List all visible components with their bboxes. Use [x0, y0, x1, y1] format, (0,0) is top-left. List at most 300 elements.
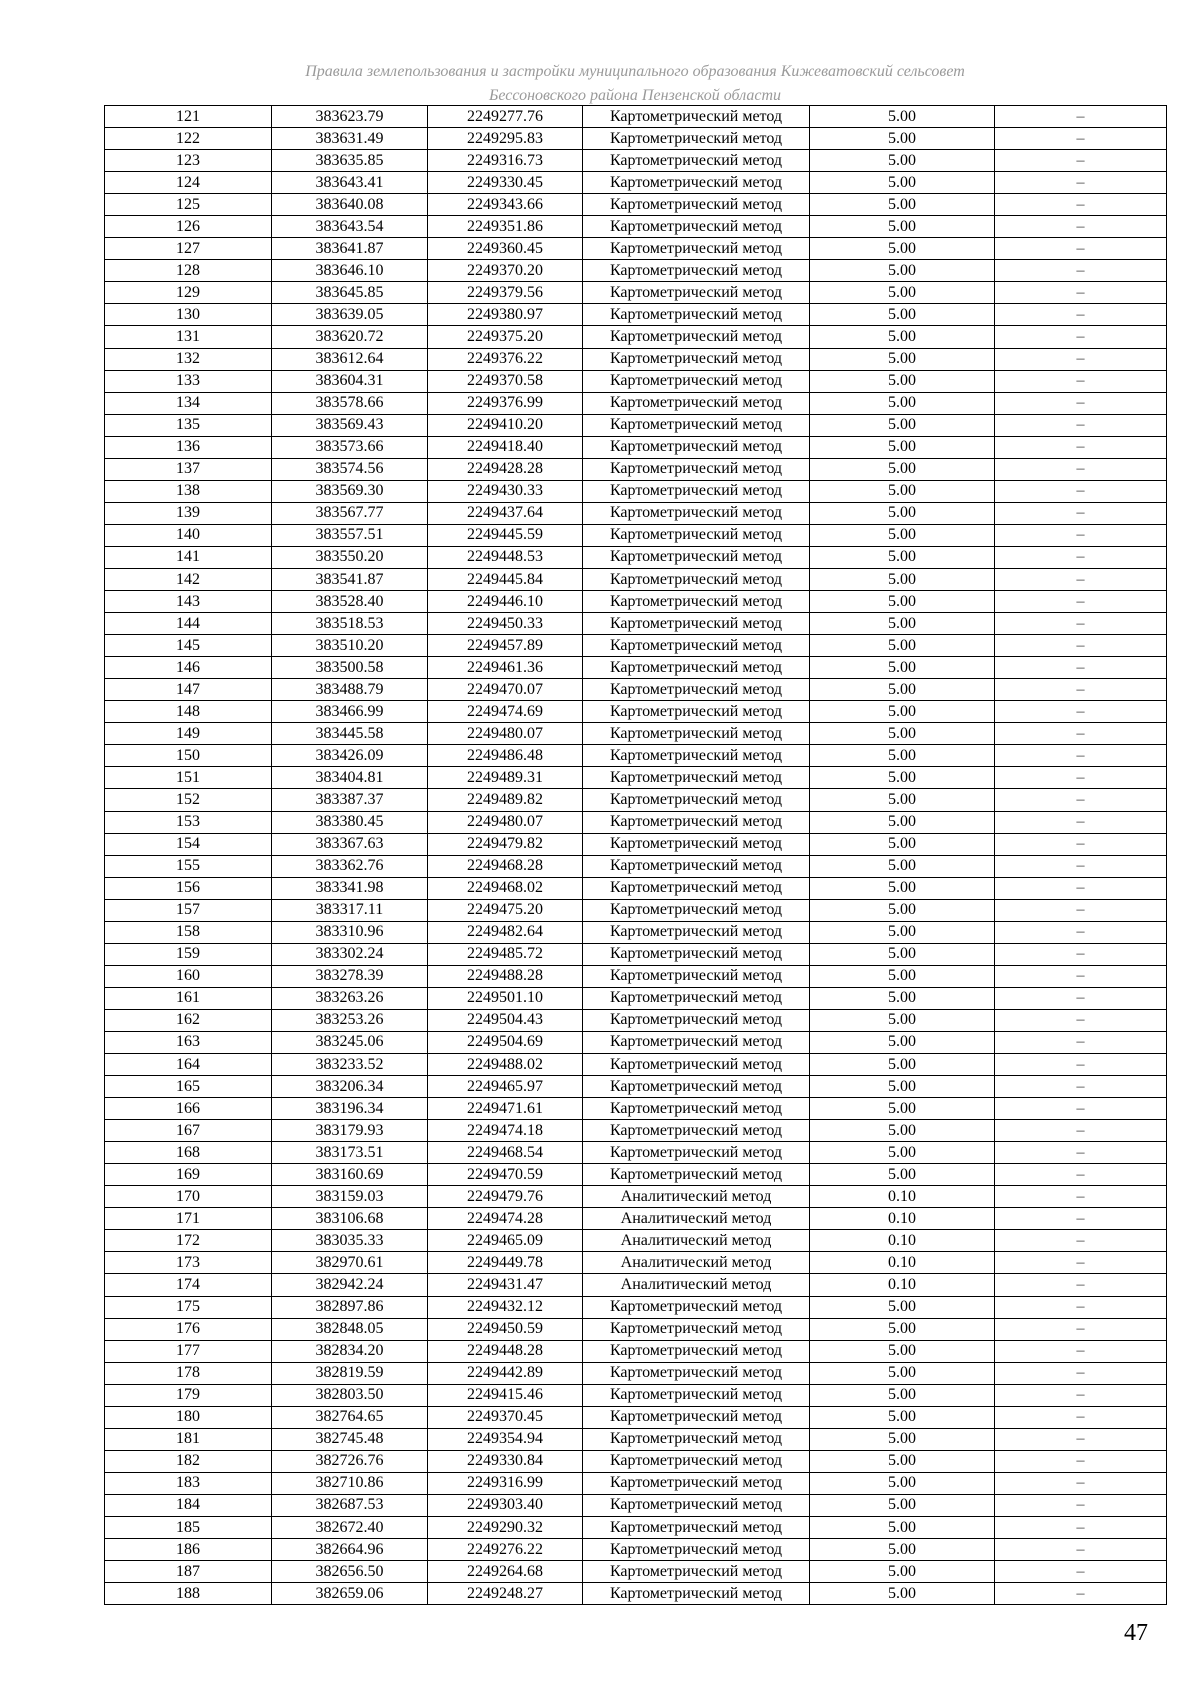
x-coordinate-cell: 383557.51	[272, 524, 428, 546]
x-coordinate-cell: 382687.53	[272, 1494, 428, 1516]
accuracy-cell: 5.00	[810, 128, 995, 150]
point-number-cell: 187	[105, 1561, 272, 1583]
method-cell: Картометрический метод	[583, 502, 810, 524]
table-row	[105, 1274, 1167, 1296]
description-cell: –	[995, 1539, 1167, 1561]
x-coordinate-cell: 383387.37	[272, 789, 428, 811]
method-cell: Картометрический метод	[583, 613, 810, 635]
method-cell: Картометрический метод	[583, 326, 810, 348]
accuracy-cell: 5.00	[810, 1164, 995, 1186]
x-coordinate-cell: 383341.98	[272, 877, 428, 899]
description-cell: –	[995, 965, 1167, 987]
accuracy-cell: 5.00	[810, 723, 995, 745]
description-cell: –	[995, 1009, 1167, 1031]
description-cell: –	[995, 921, 1167, 943]
x-coordinate-cell: 383643.41	[272, 172, 428, 194]
description-cell: –	[995, 194, 1167, 216]
x-coordinate-cell: 383518.53	[272, 613, 428, 635]
method-cell: Картометрический метод	[583, 524, 810, 546]
method-cell: Картометрический метод	[583, 1296, 810, 1318]
x-coordinate-cell: 383541.87	[272, 568, 428, 590]
x-coordinate-cell: 383106.68	[272, 1208, 428, 1230]
table-row	[105, 1230, 1167, 1252]
description-cell: –	[995, 1252, 1167, 1274]
accuracy-cell: 5.00	[810, 613, 995, 635]
x-coordinate-cell: 383233.52	[272, 1054, 428, 1076]
point-number-cell: 172	[105, 1230, 272, 1252]
method-cell: Картометрический метод	[583, 965, 810, 987]
point-number-cell: 165	[105, 1076, 272, 1098]
x-coordinate-cell: 382819.59	[272, 1362, 428, 1384]
point-number-cell: 138	[105, 480, 272, 502]
table-row	[105, 1296, 1167, 1318]
table-row	[105, 128, 1167, 150]
y-coordinate-cell: 2249479.82	[428, 833, 583, 855]
y-coordinate-cell: 2249428.28	[428, 458, 583, 480]
point-number-cell: 141	[105, 546, 272, 568]
table-row	[105, 943, 1167, 965]
accuracy-cell: 5.00	[810, 591, 995, 613]
accuracy-cell: 5.00	[810, 282, 995, 304]
x-coordinate-cell: 383253.26	[272, 1009, 428, 1031]
y-coordinate-cell: 2249375.20	[428, 326, 583, 348]
table-row	[105, 679, 1167, 701]
table-row	[105, 1517, 1167, 1539]
method-cell: Картометрический метод	[583, 1517, 810, 1539]
x-coordinate-cell: 383206.34	[272, 1076, 428, 1098]
table-row	[105, 1539, 1167, 1561]
method-cell: Картометрический метод	[583, 855, 810, 877]
description-cell: –	[995, 458, 1167, 480]
accuracy-cell: 5.00	[810, 106, 995, 128]
y-coordinate-cell: 2249351.86	[428, 216, 583, 238]
x-coordinate-cell: 383510.20	[272, 635, 428, 657]
method-cell: Картометрический метод	[583, 1583, 810, 1605]
accuracy-cell: 5.00	[810, 524, 995, 546]
method-cell: Картометрический метод	[583, 833, 810, 855]
method-cell: Картометрический метод	[583, 348, 810, 370]
description-cell: –	[995, 1384, 1167, 1406]
x-coordinate-cell: 383573.66	[272, 436, 428, 458]
accuracy-cell: 5.00	[810, 304, 995, 326]
point-number-cell: 180	[105, 1406, 272, 1428]
y-coordinate-cell: 2249379.56	[428, 282, 583, 304]
method-cell: Картометрический метод	[583, 811, 810, 833]
x-coordinate-cell: 383567.77	[272, 502, 428, 524]
point-number-cell: 150	[105, 745, 272, 767]
point-number-cell: 125	[105, 194, 272, 216]
running-header	[104, 60, 1166, 108]
y-coordinate-cell: 2249448.53	[428, 546, 583, 568]
method-cell: Картометрический метод	[583, 679, 810, 701]
x-coordinate-cell: 382664.96	[272, 1539, 428, 1561]
page-number: 47	[1124, 1620, 1148, 1646]
method-cell: Картометрический метод	[583, 260, 810, 282]
y-coordinate-cell: 2249343.66	[428, 194, 583, 216]
header-line-1: Правила землепользования и застройки муниципального образования Кижеватовский сельсовет	[305, 63, 965, 80]
x-coordinate-cell: 383488.79	[272, 679, 428, 701]
point-number-cell: 130	[105, 304, 272, 326]
x-coordinate-cell: 383380.45	[272, 811, 428, 833]
x-coordinate-cell: 383612.64	[272, 348, 428, 370]
point-number-cell: 161	[105, 987, 272, 1009]
accuracy-cell: 5.00	[810, 1054, 995, 1076]
method-cell: Картометрический метод	[583, 216, 810, 238]
x-coordinate-cell: 383426.09	[272, 745, 428, 767]
description-cell: –	[995, 524, 1167, 546]
accuracy-cell: 5.00	[810, 414, 995, 436]
x-coordinate-cell: 382834.20	[272, 1340, 428, 1362]
accuracy-cell: 5.00	[810, 1076, 995, 1098]
table-row	[105, 216, 1167, 238]
method-cell: Картометрический метод	[583, 1384, 810, 1406]
table-row	[105, 1318, 1167, 1340]
method-cell: Картометрический метод	[583, 1362, 810, 1384]
table-row	[105, 1186, 1167, 1208]
point-number-cell: 129	[105, 282, 272, 304]
point-number-cell: 147	[105, 679, 272, 701]
x-coordinate-cell: 383574.56	[272, 458, 428, 480]
point-number-cell: 137	[105, 458, 272, 480]
coordinates-table	[104, 105, 1167, 1605]
accuracy-cell: 5.00	[810, 679, 995, 701]
x-coordinate-cell: 383245.06	[272, 1031, 428, 1053]
accuracy-cell: 5.00	[810, 568, 995, 590]
y-coordinate-cell: 2249415.46	[428, 1384, 583, 1406]
table-row	[105, 348, 1167, 370]
method-cell: Картометрический метод	[583, 480, 810, 502]
method-cell: Аналитический метод	[583, 1274, 810, 1296]
table-row	[105, 194, 1167, 216]
y-coordinate-cell: 2249450.33	[428, 613, 583, 635]
accuracy-cell: 5.00	[810, 921, 995, 943]
table-row	[105, 458, 1167, 480]
method-cell: Картометрический метод	[583, 414, 810, 436]
y-coordinate-cell: 2249486.48	[428, 745, 583, 767]
description-cell: –	[995, 855, 1167, 877]
x-coordinate-cell: 383278.39	[272, 965, 428, 987]
y-coordinate-cell: 2249468.28	[428, 855, 583, 877]
description-cell: –	[995, 304, 1167, 326]
y-coordinate-cell: 2249248.27	[428, 1583, 583, 1605]
x-coordinate-cell: 382656.50	[272, 1561, 428, 1583]
point-number-cell: 136	[105, 436, 272, 458]
x-coordinate-cell: 383643.54	[272, 216, 428, 238]
description-cell: –	[995, 1450, 1167, 1472]
point-number-cell: 159	[105, 943, 272, 965]
table-row	[105, 723, 1167, 745]
x-coordinate-cell: 383550.20	[272, 546, 428, 568]
point-number-cell: 143	[105, 591, 272, 613]
y-coordinate-cell: 2249418.40	[428, 436, 583, 458]
table-row	[105, 635, 1167, 657]
y-coordinate-cell: 2249480.07	[428, 811, 583, 833]
y-coordinate-cell: 2249264.68	[428, 1561, 583, 1583]
y-coordinate-cell: 2249457.89	[428, 635, 583, 657]
point-number-cell: 182	[105, 1450, 272, 1472]
y-coordinate-cell: 2249479.76	[428, 1186, 583, 1208]
x-coordinate-cell: 382848.05	[272, 1318, 428, 1340]
x-coordinate-cell: 382803.50	[272, 1384, 428, 1406]
x-coordinate-cell: 382659.06	[272, 1583, 428, 1605]
table-row	[105, 657, 1167, 679]
table-row	[105, 1164, 1167, 1186]
description-cell: –	[995, 282, 1167, 304]
accuracy-cell: 5.00	[810, 458, 995, 480]
accuracy-cell: 5.00	[810, 701, 995, 723]
point-number-cell: 168	[105, 1142, 272, 1164]
table-row	[105, 1098, 1167, 1120]
description-cell: –	[995, 392, 1167, 414]
description-cell: –	[995, 1208, 1167, 1230]
accuracy-cell: 5.00	[810, 1517, 995, 1539]
point-number-cell: 146	[105, 657, 272, 679]
method-cell: Картометрический метод	[583, 1031, 810, 1053]
point-number-cell: 145	[105, 635, 272, 657]
x-coordinate-cell: 382970.61	[272, 1252, 428, 1274]
accuracy-cell: 5.00	[810, 1120, 995, 1142]
description-cell: –	[995, 348, 1167, 370]
method-cell: Картометрический метод	[583, 921, 810, 943]
point-number-cell: 131	[105, 326, 272, 348]
y-coordinate-cell: 2249330.84	[428, 1450, 583, 1472]
description-cell: –	[995, 568, 1167, 590]
y-coordinate-cell: 2249410.20	[428, 414, 583, 436]
y-coordinate-cell: 2249370.58	[428, 370, 583, 392]
point-number-cell: 128	[105, 260, 272, 282]
table-row	[105, 436, 1167, 458]
y-coordinate-cell: 2249475.20	[428, 899, 583, 921]
point-number-cell: 155	[105, 855, 272, 877]
method-cell: Картометрический метод	[583, 238, 810, 260]
accuracy-cell: 5.00	[810, 1450, 995, 1472]
y-coordinate-cell: 2249468.02	[428, 877, 583, 899]
y-coordinate-cell: 2249376.22	[428, 348, 583, 370]
y-coordinate-cell: 2249276.22	[428, 1539, 583, 1561]
y-coordinate-cell: 2249485.72	[428, 943, 583, 965]
x-coordinate-cell: 383631.49	[272, 128, 428, 150]
accuracy-cell: 5.00	[810, 1384, 995, 1406]
method-cell: Картометрический метод	[583, 1054, 810, 1076]
accuracy-cell: 5.00	[810, 855, 995, 877]
x-coordinate-cell: 383317.11	[272, 899, 428, 921]
method-cell: Картометрический метод	[583, 392, 810, 414]
table-row	[105, 1252, 1167, 1274]
accuracy-cell: 0.10	[810, 1230, 995, 1252]
method-cell: Картометрический метод	[583, 1098, 810, 1120]
method-cell: Картометрический метод	[583, 1340, 810, 1362]
y-coordinate-cell: 2249504.43	[428, 1009, 583, 1031]
description-cell: –	[995, 745, 1167, 767]
method-cell: Картометрический метод	[583, 1142, 810, 1164]
method-cell: Картометрический метод	[583, 546, 810, 568]
accuracy-cell: 0.10	[810, 1208, 995, 1230]
table-row	[105, 1009, 1167, 1031]
accuracy-cell: 5.00	[810, 1406, 995, 1428]
description-cell: –	[995, 657, 1167, 679]
description-cell: –	[995, 613, 1167, 635]
x-coordinate-cell: 382745.48	[272, 1428, 428, 1450]
y-coordinate-cell: 2249489.82	[428, 789, 583, 811]
x-coordinate-cell: 383569.43	[272, 414, 428, 436]
table-row	[105, 1208, 1167, 1230]
x-coordinate-cell: 383302.24	[272, 943, 428, 965]
x-coordinate-cell: 382764.65	[272, 1406, 428, 1428]
accuracy-cell: 5.00	[810, 1009, 995, 1031]
table-row	[105, 899, 1167, 921]
method-cell: Картометрический метод	[583, 723, 810, 745]
method-cell: Картометрический метод	[583, 899, 810, 921]
method-cell: Картометрический метод	[583, 370, 810, 392]
y-coordinate-cell: 2249354.94	[428, 1428, 583, 1450]
method-cell: Картометрический метод	[583, 1318, 810, 1340]
accuracy-cell: 5.00	[810, 1539, 995, 1561]
table-row	[105, 238, 1167, 260]
table-row	[105, 767, 1167, 789]
y-coordinate-cell: 2249431.47	[428, 1274, 583, 1296]
table-row	[105, 150, 1167, 172]
description-cell: –	[995, 1517, 1167, 1539]
accuracy-cell: 5.00	[810, 502, 995, 524]
description-cell: –	[995, 701, 1167, 723]
table-row	[105, 987, 1167, 1009]
description-cell: –	[995, 811, 1167, 833]
description-cell: –	[995, 723, 1167, 745]
accuracy-cell: 5.00	[810, 1296, 995, 1318]
description-cell: –	[995, 1583, 1167, 1605]
x-coordinate-cell: 382672.40	[272, 1517, 428, 1539]
x-coordinate-cell: 383179.93	[272, 1120, 428, 1142]
x-coordinate-cell: 382710.86	[272, 1472, 428, 1494]
accuracy-cell: 5.00	[810, 1098, 995, 1120]
point-number-cell: 177	[105, 1340, 272, 1362]
point-number-cell: 134	[105, 392, 272, 414]
x-coordinate-cell: 383173.51	[272, 1142, 428, 1164]
point-number-cell: 185	[105, 1517, 272, 1539]
accuracy-cell: 5.00	[810, 1142, 995, 1164]
point-number-cell: 132	[105, 348, 272, 370]
method-cell: Картометрический метод	[583, 767, 810, 789]
description-cell: –	[995, 326, 1167, 348]
x-coordinate-cell: 382942.24	[272, 1274, 428, 1296]
table-row	[105, 106, 1167, 128]
description-cell: –	[995, 480, 1167, 502]
point-number-cell: 169	[105, 1164, 272, 1186]
method-cell: Картометрический метод	[583, 1539, 810, 1561]
y-coordinate-cell: 2249432.12	[428, 1296, 583, 1318]
method-cell: Картометрический метод	[583, 1428, 810, 1450]
description-cell: –	[995, 767, 1167, 789]
description-cell: –	[995, 260, 1167, 282]
description-cell: –	[995, 172, 1167, 194]
table-row	[105, 1561, 1167, 1583]
table-row	[105, 546, 1167, 568]
y-coordinate-cell: 2249303.40	[428, 1494, 583, 1516]
table-row	[105, 833, 1167, 855]
accuracy-cell: 5.00	[810, 480, 995, 502]
table-row	[105, 480, 1167, 502]
method-cell: Картометрический метод	[583, 568, 810, 590]
description-cell: –	[995, 1472, 1167, 1494]
method-cell: Картометрический метод	[583, 701, 810, 723]
accuracy-cell: 5.00	[810, 811, 995, 833]
table-row	[105, 1406, 1167, 1428]
header-line-2: Бессоновского района Пензенской области	[488, 87, 782, 104]
description-cell: –	[995, 1428, 1167, 1450]
point-number-cell: 151	[105, 767, 272, 789]
y-coordinate-cell: 2249295.83	[428, 128, 583, 150]
point-number-cell: 175	[105, 1296, 272, 1318]
table-row	[105, 965, 1167, 987]
point-number-cell: 174	[105, 1274, 272, 1296]
description-cell: –	[995, 1031, 1167, 1053]
y-coordinate-cell: 2249482.64	[428, 921, 583, 943]
method-cell: Аналитический метод	[583, 1208, 810, 1230]
table-row	[105, 613, 1167, 635]
y-coordinate-cell: 2249448.28	[428, 1340, 583, 1362]
point-number-cell: 171	[105, 1208, 272, 1230]
description-cell: –	[995, 1076, 1167, 1098]
y-coordinate-cell: 2249445.59	[428, 524, 583, 546]
x-coordinate-cell: 383466.99	[272, 701, 428, 723]
x-coordinate-cell: 383569.30	[272, 480, 428, 502]
description-cell: –	[995, 1340, 1167, 1362]
accuracy-cell: 5.00	[810, 326, 995, 348]
point-number-cell: 176	[105, 1318, 272, 1340]
table-row	[105, 1142, 1167, 1164]
method-cell: Картометрический метод	[583, 635, 810, 657]
x-coordinate-cell: 383404.81	[272, 767, 428, 789]
description-cell: –	[995, 833, 1167, 855]
table-row	[105, 701, 1167, 723]
method-cell: Картометрический метод	[583, 194, 810, 216]
point-number-cell: 166	[105, 1098, 272, 1120]
accuracy-cell: 5.00	[810, 260, 995, 282]
description-cell: –	[995, 150, 1167, 172]
description-cell: –	[995, 1230, 1167, 1252]
table-row	[105, 877, 1167, 899]
x-coordinate-cell: 383445.58	[272, 723, 428, 745]
description-cell: –	[995, 128, 1167, 150]
y-coordinate-cell: 2249480.07	[428, 723, 583, 745]
table-row	[105, 1031, 1167, 1053]
accuracy-cell: 5.00	[810, 877, 995, 899]
method-cell: Картометрический метод	[583, 657, 810, 679]
x-coordinate-cell: 383528.40	[272, 591, 428, 613]
method-cell: Картометрический метод	[583, 1450, 810, 1472]
point-number-cell: 183	[105, 1472, 272, 1494]
accuracy-cell: 5.00	[810, 833, 995, 855]
accuracy-cell: 5.00	[810, 436, 995, 458]
accuracy-cell: 5.00	[810, 635, 995, 657]
method-cell: Аналитический метод	[583, 1186, 810, 1208]
method-cell: Картометрический метод	[583, 943, 810, 965]
method-cell: Картометрический метод	[583, 1076, 810, 1098]
accuracy-cell: 5.00	[810, 1362, 995, 1384]
x-coordinate-cell: 383640.08	[272, 194, 428, 216]
x-coordinate-cell: 383263.26	[272, 987, 428, 1009]
method-cell: Картометрический метод	[583, 106, 810, 128]
y-coordinate-cell: 2249488.28	[428, 965, 583, 987]
x-coordinate-cell: 383362.76	[272, 855, 428, 877]
point-number-cell: 184	[105, 1494, 272, 1516]
point-number-cell: 162	[105, 1009, 272, 1031]
y-coordinate-cell: 2249360.45	[428, 238, 583, 260]
method-cell: Картометрический метод	[583, 1406, 810, 1428]
y-coordinate-cell: 2249449.78	[428, 1252, 583, 1274]
y-coordinate-cell: 2249445.84	[428, 568, 583, 590]
x-coordinate-cell: 383367.63	[272, 833, 428, 855]
